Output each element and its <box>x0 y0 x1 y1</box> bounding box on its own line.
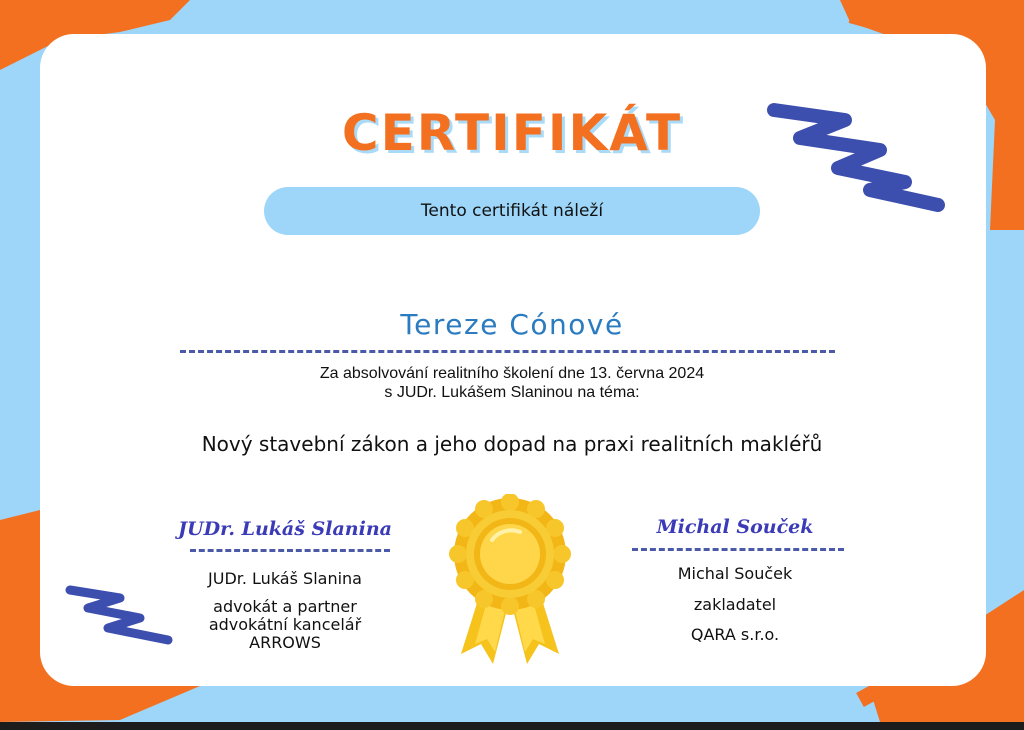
description-line-2: s JUDr. Lukášem Slaninou na téma: <box>384 384 640 401</box>
recipient-name: Tereze Cónové <box>400 308 624 341</box>
signature-right-line <box>632 548 844 551</box>
signature-left-line <box>190 549 390 552</box>
navy-brush-bottom-left <box>70 590 168 640</box>
certificate-title: CERTIFIKÁT <box>341 104 683 162</box>
recipient-divider <box>180 350 835 353</box>
bottom-edge-bar <box>0 722 1024 730</box>
signatory-right-name: Michal Souček <box>677 564 793 583</box>
award-ribbon-icon <box>445 494 575 674</box>
signatory-left-org-line1: advokátní kancelář <box>208 615 362 634</box>
signature-right: Michal Souček <box>656 516 814 538</box>
description-line-1: Za absolvování realitního školení dne 13. června 2024 <box>319 365 705 382</box>
subtitle-pill: Tento certifikát náleží <box>264 187 760 235</box>
signatory-right-org: QARA s.r.o. <box>690 625 780 644</box>
signatory-left-role: advokát a partner <box>213 597 357 616</box>
signatory-right-role: zakladatel <box>693 595 777 614</box>
course-topic: Nový stavební zákon a jeho dopad na praxi realitních makléřů <box>201 432 823 456</box>
signature-left: JUDr. Lukáš Slanina <box>178 518 392 540</box>
signatory-left-org-line2: ARROWS <box>249 633 321 652</box>
signatory-left-name: JUDr. Lukáš Slanina <box>208 569 362 588</box>
